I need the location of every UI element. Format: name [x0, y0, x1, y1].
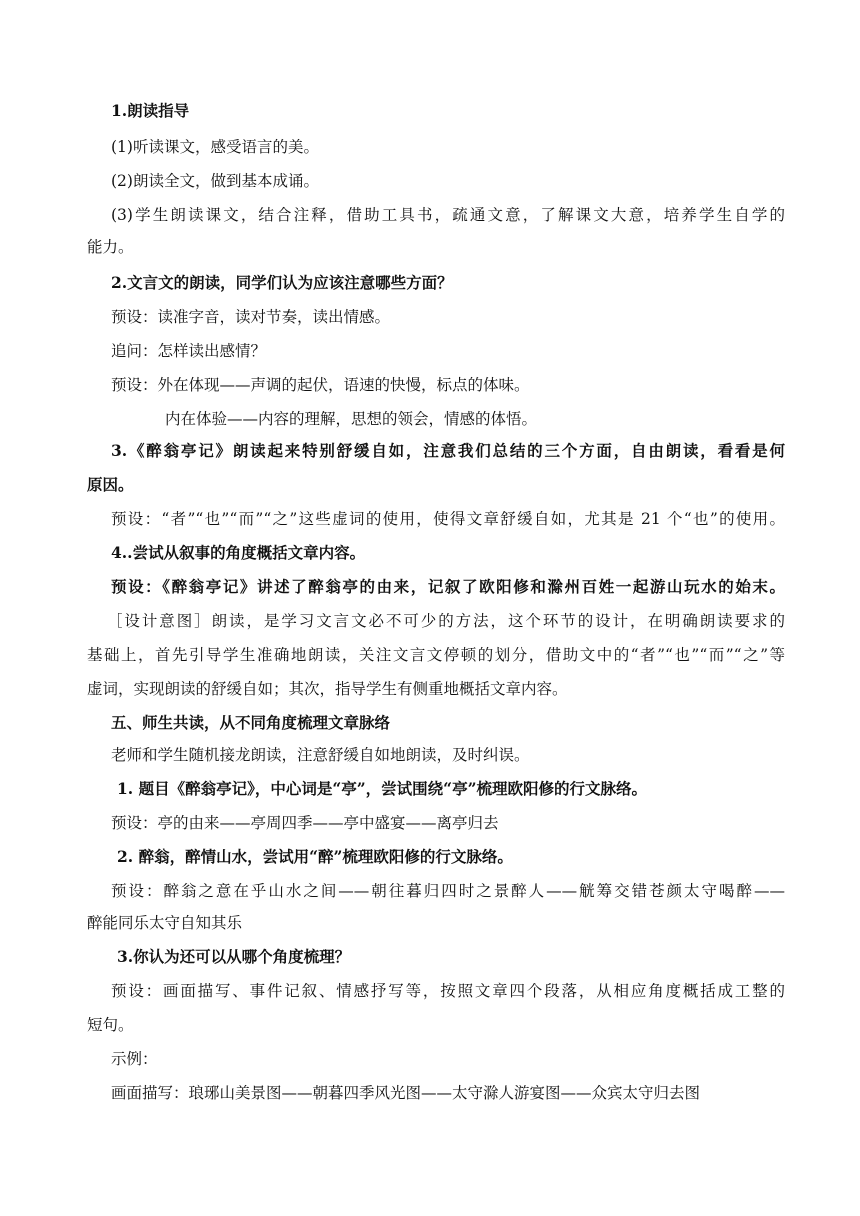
answer-line [111, 576, 785, 598]
paragraph-line [111, 880, 785, 902]
paragraph-line: 预设：读准字音，读对节奏，读出情感。 [111, 308, 391, 326]
heading-item-3: 3.你认为还可以从哪个角度梳理？ [117, 947, 351, 966]
paragraph-text: 预设：“者”“也”“而”“之”这些虚词的使用，使得文章舒缓自如，尤其是 21 个“也”的使用。 [111, 510, 785, 528]
heading-item-1: 1. 题目《醉翁亭记》，中心词是“亭”，尝试围绕“亭”梳理欧阳修的行文脉络。 [117, 779, 647, 798]
paragraph-line: 示例： [111, 1050, 158, 1068]
heading-reading-guidance: 1.朗读指导 [111, 101, 190, 120]
paragraph-text: 预设：醉翁之意在乎山水之间——朝往暮归四时之景醉人——觥筹交错苍颜太守喝醉—— [111, 882, 785, 900]
paragraph-line: 追问：怎样读出感情？ [111, 342, 267, 360]
paragraph-line: 能力。 [87, 238, 134, 256]
heading-question-4: 4..尝试从叙事的角度概括文章内容。 [111, 543, 366, 562]
paragraph-line: (1)听读课文，感受语言的美。 [111, 138, 319, 156]
paragraph-line [111, 508, 785, 530]
heading-item-2: 2. 醉翁，醉情山水，尝试用“醉”梳理欧阳修的行文脉络。 [117, 847, 513, 866]
paragraph-line: 预设：亭的由来——亭周四季——亭中盛宴——离亭归去 [111, 814, 499, 832]
paragraph-text: 基础上，首先引导学生准确地朗读，关注文言文停顿的划分，借助文中的“者”“也”“而”“之”等 [87, 646, 785, 664]
paragraph-line: (2)朗读全文，做到基本成诵。 [111, 172, 319, 190]
paragraph-line: 虚词，实现朗读的舒缓自如；其次，指导学生有侧重地概括文章内容。 [87, 680, 568, 698]
paragraph-line: 醉能同乐太守自知其乐 [87, 914, 243, 932]
paragraph-text: (3)学生朗读课文，结合注释，借助工具书，疏通文意，了解课文大意，培养学生自学的 [111, 206, 785, 224]
paragraph-line [111, 204, 785, 226]
paragraph-text: 预设：画面描写、事件记叙、情感抒写等，按照文章四个段落，从相应角度概括成工整的 [111, 982, 785, 1000]
paragraph-line [107, 610, 785, 632]
paragraph-text: ［设计意图］朗读，是学习文言文必不可少的方法，这个环节的设计，在明确朗读要求的 [107, 612, 785, 630]
paragraph-line: 内在体验——内容的理解，思想的领会，情感的体悟。 [165, 410, 538, 428]
heading-question-3-cont: 原因。 [87, 475, 134, 494]
paragraph-line: 画面描写：琅琊山美景图——朝暮四季风光图——太守滁人游宴图——众宾太守归去图 [111, 1084, 701, 1102]
heading-text: 3.《醉翁亭记》朗读起来特别舒缓自如，注意我们总结的三个方面，自由朗读，看看是何 [111, 441, 785, 460]
paragraph-line: 短句。 [87, 1016, 134, 1034]
paragraph-line: 老师和学生随机接龙朗读，注意舒缓自如地朗读，及时纠误。 [111, 746, 530, 764]
heading-question-3 [111, 440, 785, 462]
paragraph-line [87, 644, 785, 666]
section-heading-5: 五、师生共读，从不同角度梳理文章脉络 [111, 713, 391, 732]
heading-question-2: 2.文言文的朗读，同学们认为应该注意哪些方面？ [111, 273, 453, 292]
paragraph-line: 预设：外在体现——声调的起伏，语速的快慢，标点的体味。 [111, 376, 530, 394]
paragraph-line [111, 980, 785, 1002]
answer-text: 预设：《醉翁亭记》讲述了醉翁亭的由来，记叙了欧阳修和滁州百姓一起游山玩水的始末。 [111, 577, 785, 596]
